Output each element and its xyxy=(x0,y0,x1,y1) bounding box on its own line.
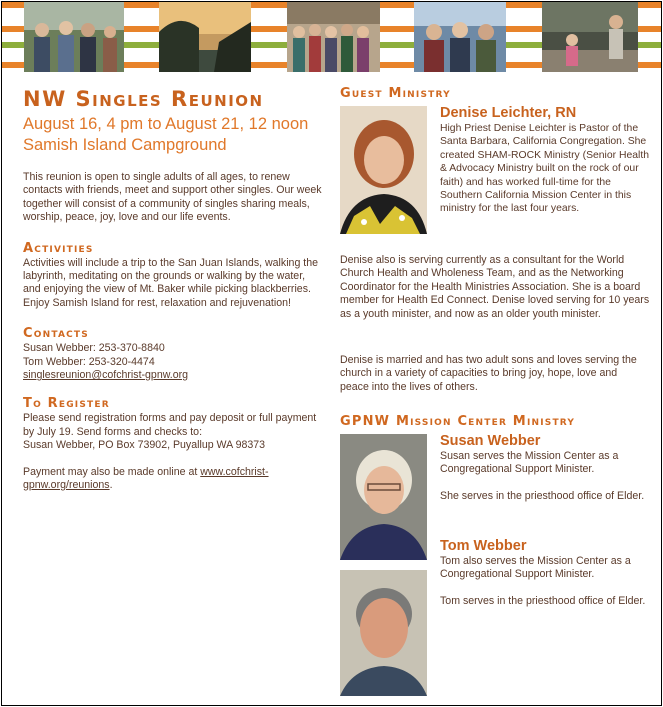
page-title: NW Singles Reunion xyxy=(23,87,264,111)
denise-bio-2: Denise also is serving currently as a consultant for the World Church Health and Wholeness Team, and as the Networking Coordinator for the Health Ministries Association. She is a board member for Health Ed Connect. Denise loved serving for 10 years as a youth minister, and now as an older youth minister. xyxy=(340,254,650,320)
susan-name: Susan Webber xyxy=(440,433,541,449)
online-payment-prefix: Payment may also be made online at xyxy=(23,465,201,478)
tom-text-2: Tom serves in the priesthood office of Elder. xyxy=(440,594,646,607)
denise-name: Denise Leichter, RN xyxy=(440,105,577,121)
online-payment-link[interactable]: www.cofchrist-gpnw.org/reunions xyxy=(23,465,269,492)
denise-bio-1: High Priest Denise Leichter is Pastor of the Santa Barbara, California Congregation. She created SHAM-ROCK Ministry (Senior Health & Advocacy Ministry built on the rock of our faith) and has worked full-time for the Southern California Mission Center in this ministry for the last four years. xyxy=(440,123,650,215)
register-address: Susan Webber, PO Box 73902, Puyallup WA 98373 xyxy=(23,439,266,452)
susan-bio-block xyxy=(440,433,650,503)
online-payment-paragraph xyxy=(23,466,323,493)
banner-photo-group-outdoors xyxy=(24,2,124,72)
intro-paragraph: This reunion is open to single adults of all ages, to renew contacts with friends, meet and support other singles. Our week together will consist of a community of singles sharing meals, worship, peace, joy, love and our life events. xyxy=(23,171,322,224)
tom-bio-block xyxy=(440,538,650,608)
denise-portrait xyxy=(340,106,427,234)
tom-portrait xyxy=(340,570,427,696)
tom-text-1: Tom also serves the Mission Center as a Congregational Support Minister. xyxy=(440,555,631,581)
left-column xyxy=(23,86,323,493)
photo-banner xyxy=(2,2,661,74)
activities-heading: Activities xyxy=(23,240,94,256)
flyer-page xyxy=(1,1,662,706)
banner-photo-beach xyxy=(542,2,638,72)
register-paragraph: Please send registration forms and pay deposit or full payment by July 19. Send forms and checks to: xyxy=(23,412,317,438)
susan-text-1: Susan serves the Mission Center as a Congregational Support Minister. xyxy=(440,450,619,476)
susan-text-2: She serves in the priesthood office of Elder. xyxy=(440,489,645,502)
denise-bio-3: Denise is married and has two adult sons and loves serving the church in a variety of capacities to bring joy, hope, love and peace into the lives of others. xyxy=(340,354,637,393)
banner-photo-three-people xyxy=(414,2,506,72)
contact-tom: Tom Webber: 253-320-4474 xyxy=(23,355,155,368)
contact-email-line xyxy=(23,369,323,382)
event-dates: August 16, 4 pm to August 21, 12 noon xyxy=(23,115,309,133)
guest-ministry-heading: Guest Ministry xyxy=(340,86,451,101)
contact-email-link[interactable]: singlesreunion@cofchrist-gpnw.org xyxy=(23,369,189,382)
banner-photo-lake-sunset xyxy=(159,2,251,72)
mission-center-heading: GPNW Mission Center Ministry xyxy=(340,414,576,429)
susan-portrait xyxy=(340,434,427,560)
contacts-heading: Contacts xyxy=(23,326,89,342)
tom-name: Tom Webber xyxy=(440,538,527,554)
online-payment-suffix: . xyxy=(109,479,113,492)
denise-bio-block xyxy=(440,105,650,216)
event-location: Samish Island Campground xyxy=(23,136,227,154)
activities-paragraph: Activities will include a trip to the San Juan Islands, walking the labyrinth, meditating on the grounds or walking by the water, and enjoying the view of Mt. Baker while picking blackberries. Enjoy Samish Island for rest, relaxation and rejuvenation! xyxy=(23,256,319,309)
contact-susan: Susan Webber: 253-370-8840 xyxy=(23,342,165,355)
banner-photo-large-group xyxy=(287,2,380,72)
register-heading: To Register xyxy=(23,396,110,412)
